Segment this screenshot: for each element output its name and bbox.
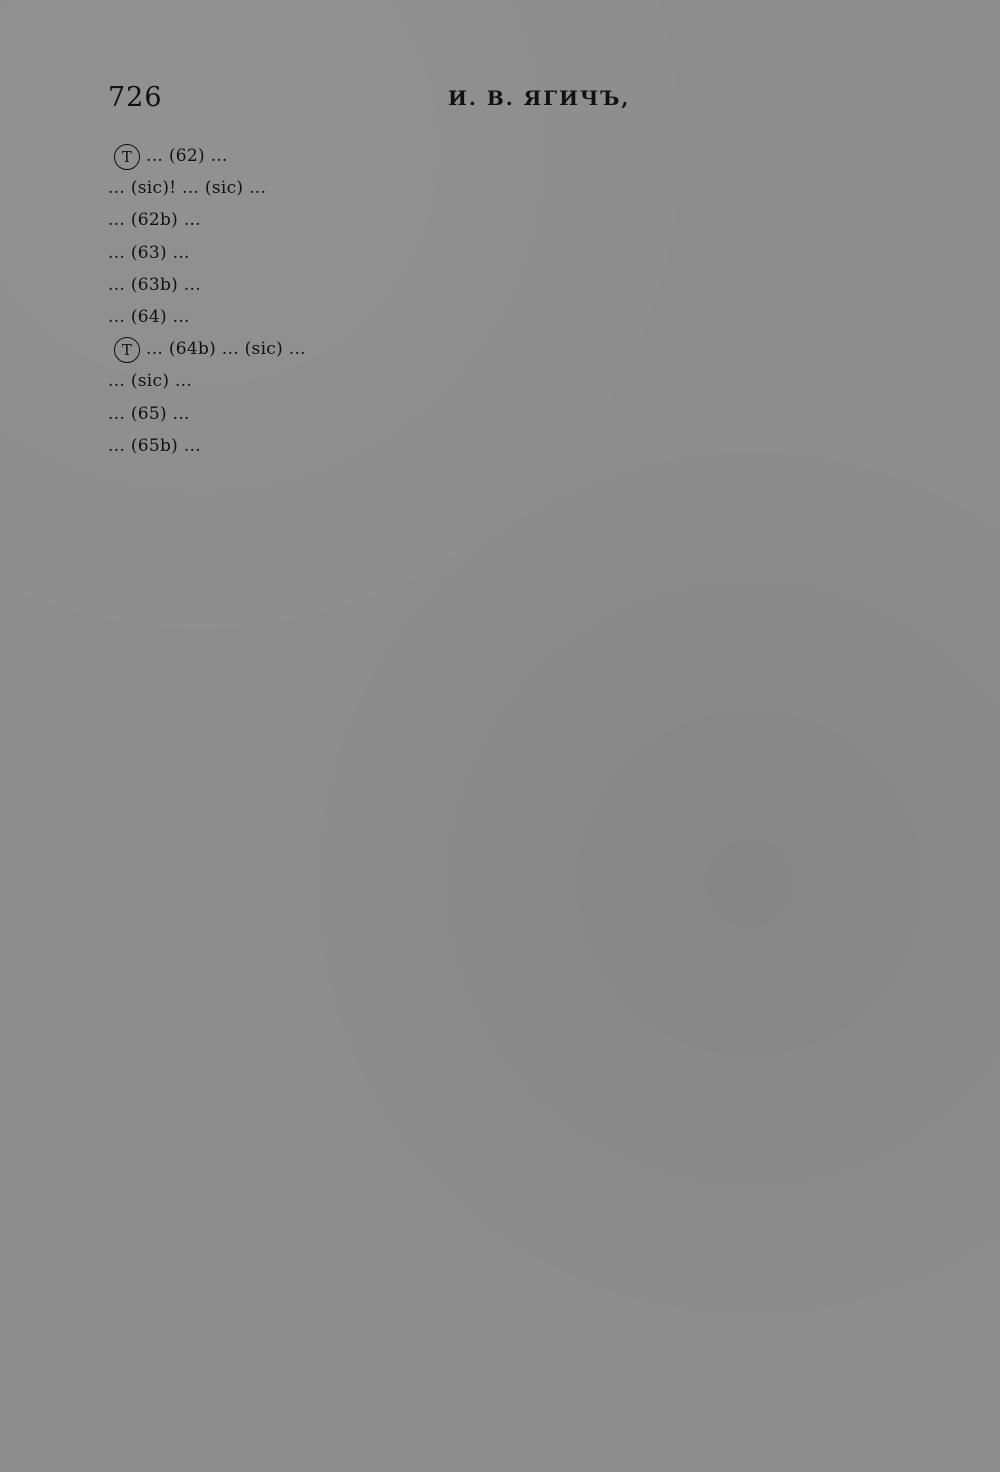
text-line: ... (65b) ...	[108, 435, 201, 456]
page-header	[108, 82, 948, 122]
text-line	[108, 140, 948, 172]
text-line: ... (63b) ...	[108, 274, 201, 295]
text-line: ... (64) ...	[108, 306, 190, 327]
running-title: И. В. ЯГИЧЪ,	[448, 86, 631, 110]
page-number: 726	[108, 82, 163, 113]
body-text	[108, 140, 948, 462]
text-line: ... (62b) ...	[108, 210, 201, 231]
circled-t-mark: Т	[114, 337, 140, 363]
text-line: ... (63) ...	[108, 242, 190, 263]
text-line	[108, 333, 948, 365]
text-line: ... (sic) ...	[108, 371, 193, 392]
text-line: ... (65) ...	[108, 403, 190, 424]
text-line: ... (sic)! ... (sic) ...	[108, 178, 267, 199]
circled-t-mark: Т	[114, 144, 140, 170]
line-text: ... (62) ...	[146, 146, 228, 166]
line-text: ... (64b) ... (sic) ...	[146, 339, 306, 360]
